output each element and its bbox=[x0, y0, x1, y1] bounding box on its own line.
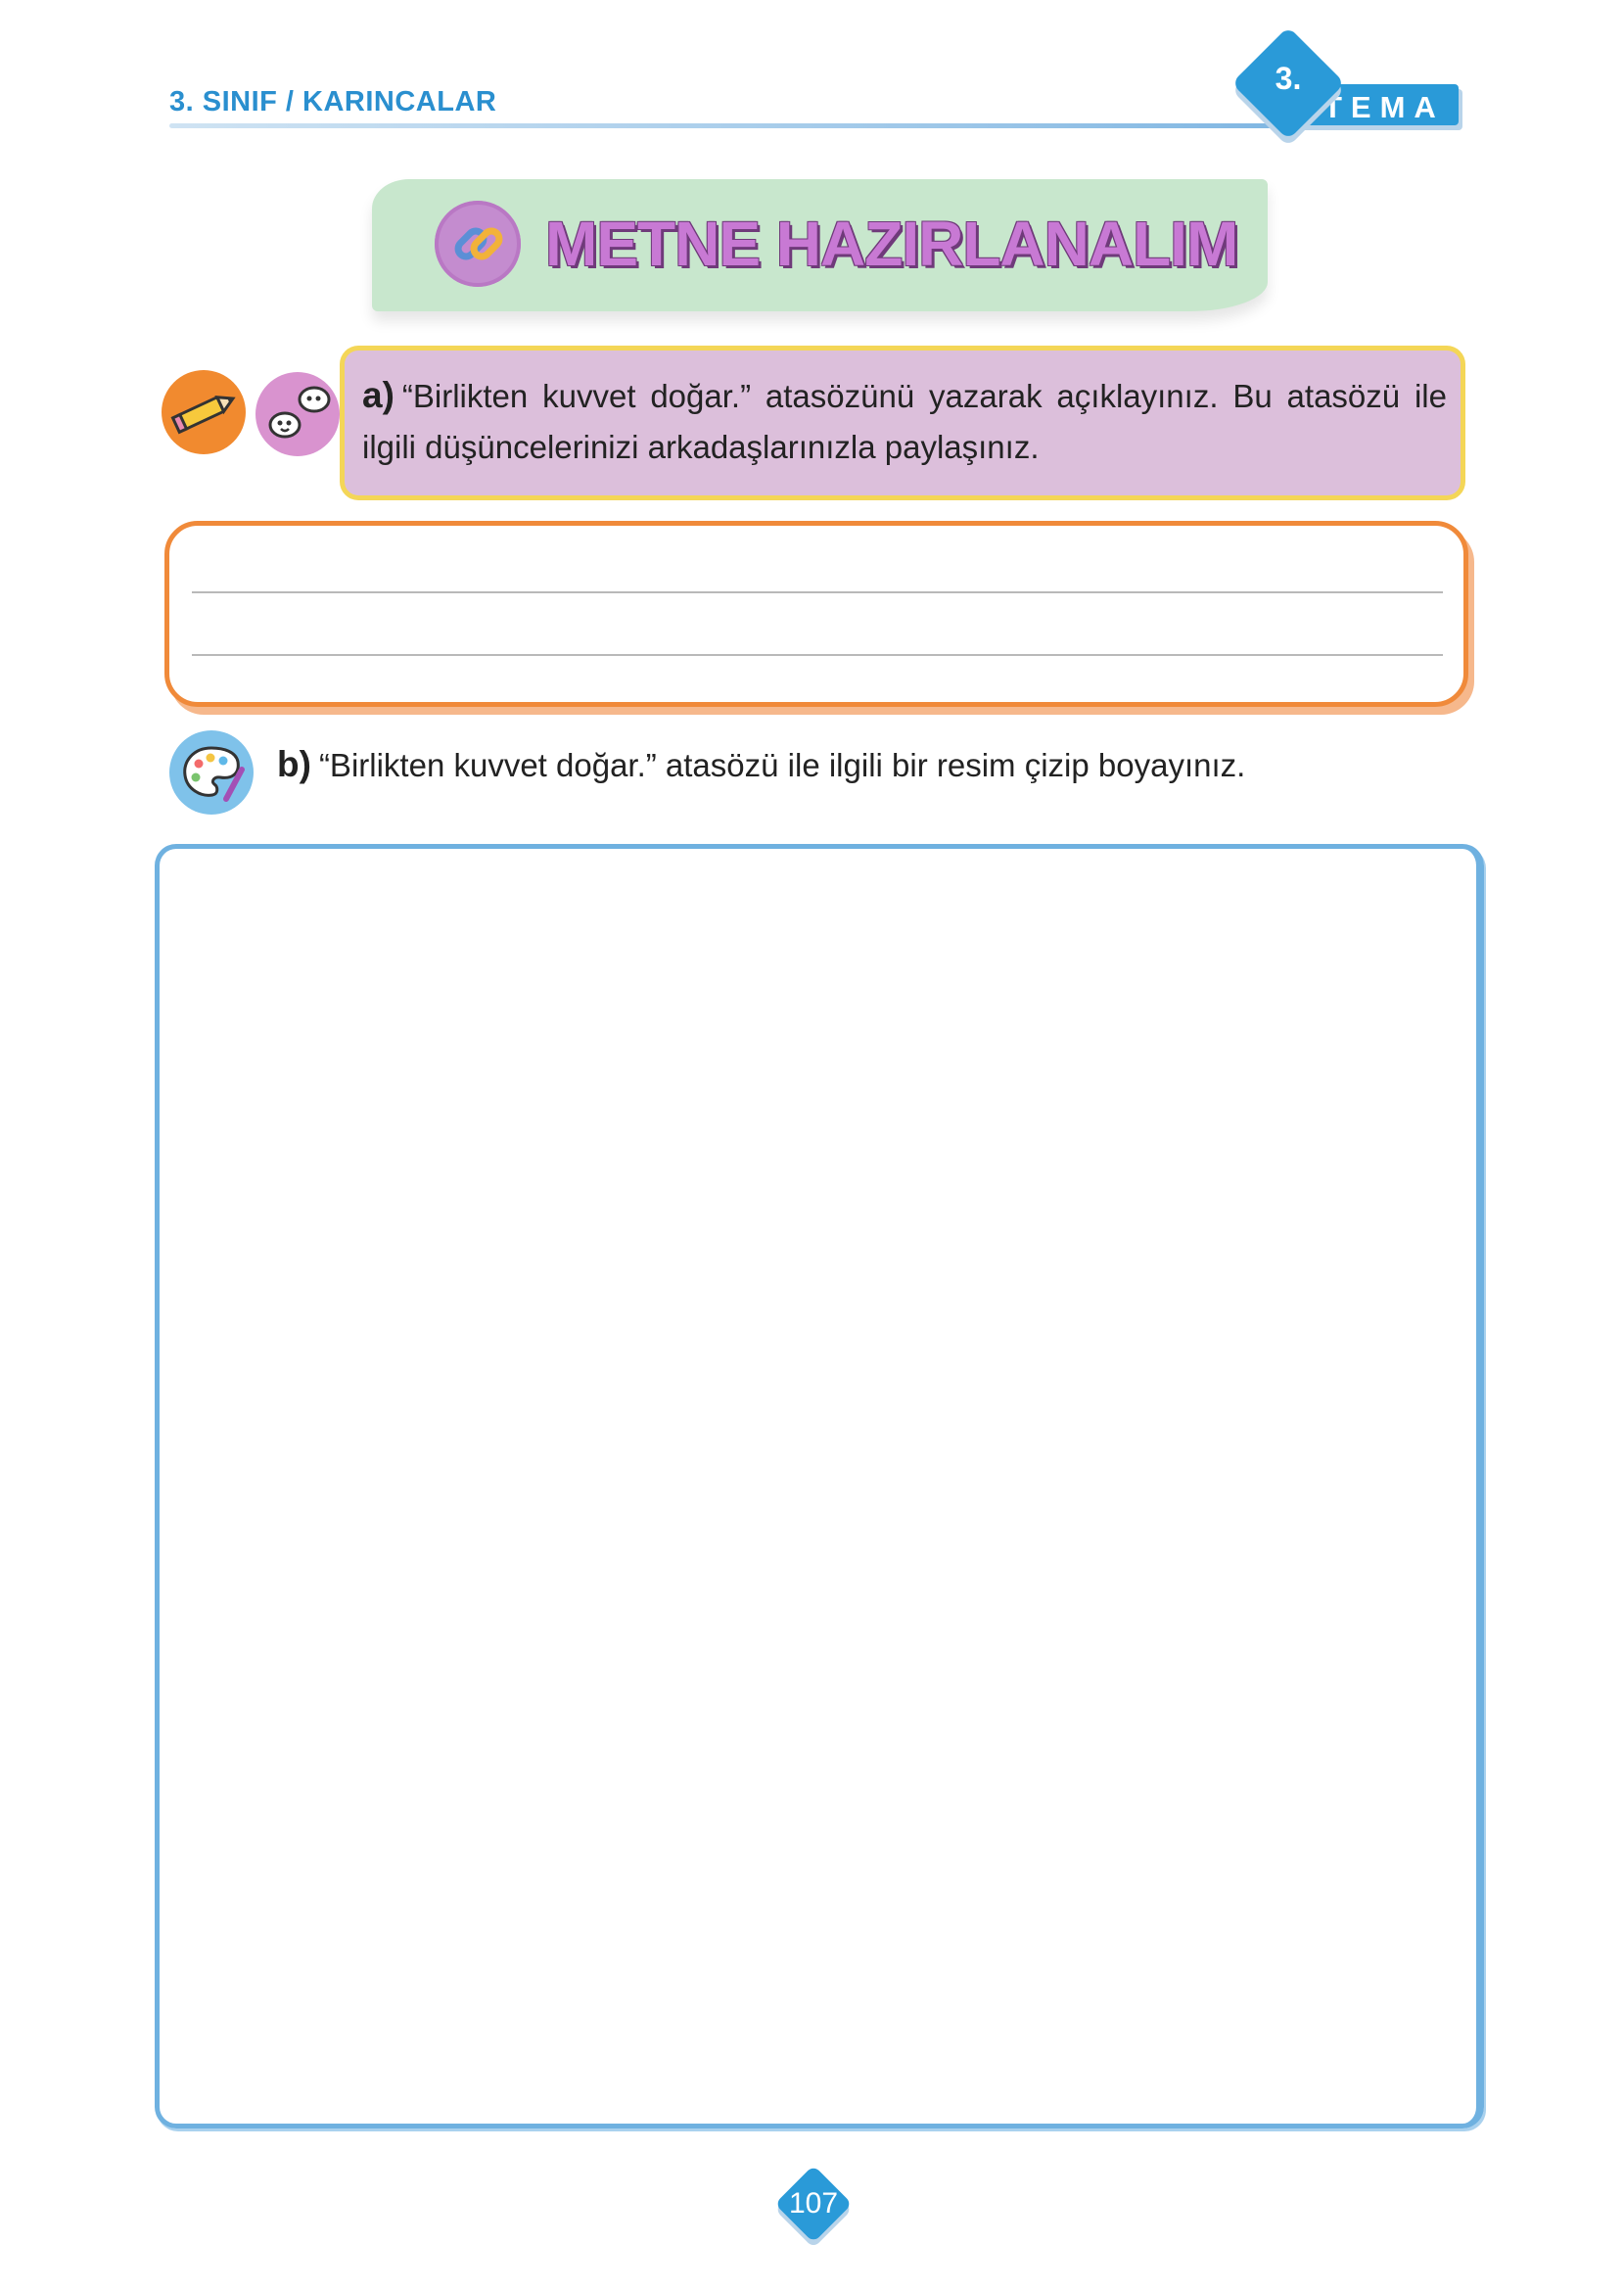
speech-bubbles-icon bbox=[255, 372, 340, 456]
writing-line-1 bbox=[192, 591, 1443, 593]
header-title: 3. SINIF / KARINCALAR bbox=[169, 86, 497, 117]
chain-link-icon bbox=[435, 201, 521, 287]
task-a-text: “Birlikten kuvvet doğar.” atasözünü yazarak açıklayınız. Bu atasözü ile ilgili düşüncelerinizi arkadaşlarınızla paylaşınız. bbox=[362, 378, 1447, 465]
writing-line-2 bbox=[192, 654, 1443, 656]
theme-number: 3. bbox=[1275, 61, 1302, 96]
page-number: 107 bbox=[788, 2187, 839, 2220]
paint-palette-icon bbox=[169, 730, 254, 815]
theme-label: TEMA bbox=[1323, 90, 1445, 124]
answer-box[interactable] bbox=[164, 521, 1468, 707]
task-a-label: a) bbox=[362, 375, 394, 415]
header-divider bbox=[169, 123, 1295, 128]
task-b-instruction bbox=[277, 744, 1245, 785]
task-b-label: b) bbox=[277, 744, 311, 784]
pencil-icon bbox=[162, 370, 246, 454]
section-title: METNE HAZIRLANALIM bbox=[545, 209, 1238, 279]
task-b-text: “Birlikten kuvvet doğar.” atasözü ile ilgili bir resim çizip boyayınız. bbox=[318, 747, 1246, 783]
drawing-area[interactable] bbox=[155, 844, 1484, 2128]
task-a-instruction bbox=[362, 370, 1447, 473]
